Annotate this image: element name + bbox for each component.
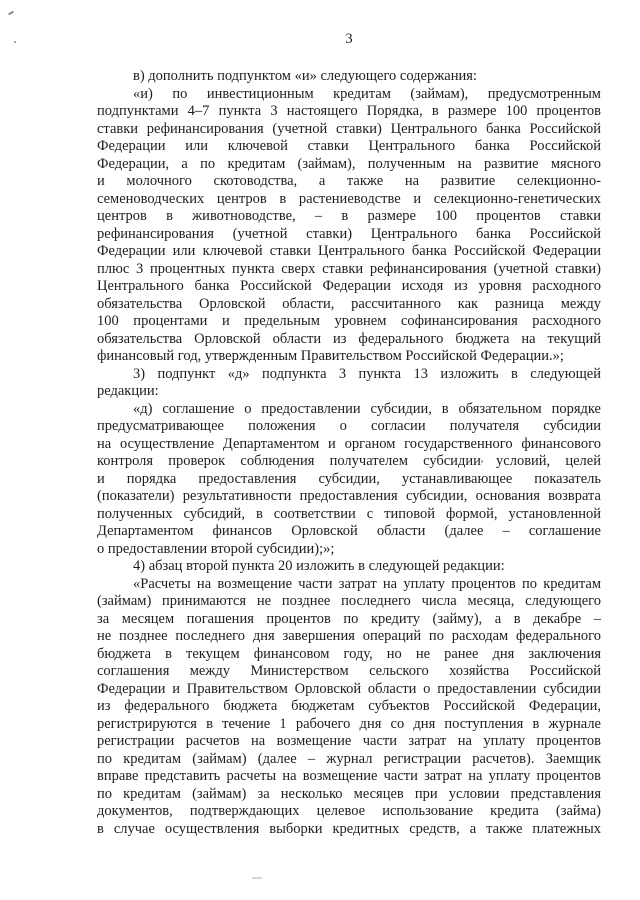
text-line: в случае осуществления выборки кредитных средств, а также платежных xyxy=(97,820,601,837)
text-line: на осуществление Департаментом и органом государственного финансового xyxy=(97,435,601,452)
text-line: предусматривающее положения о согласии получателя субсидии xyxy=(97,418,601,434)
text-line: Федерации, а по кредитам (займам), полученным на развитие мясного xyxy=(97,155,601,172)
text-line: 4) абзац второй пункта 20 изложить в следующей редакции: xyxy=(133,558,505,574)
text-line: рефинансирования (учетной ставки) Центрального банка Российской xyxy=(97,225,601,242)
text-line: подпунктами 4–7 пункта 3 настоящего Порядка, в размере 100 процентов xyxy=(97,103,601,119)
text-line: ставки рефинансирования (учетной ставки) Центрального банка Российской xyxy=(97,120,601,137)
text-line: по кредитам (займам) за несколько месяцев при условии представления xyxy=(97,785,601,802)
document-body xyxy=(97,68,601,838)
text-line: «и) по инвестиционным кредитам (займам), предусмотренным xyxy=(133,85,601,102)
text-line: регистрации расчетов на возмещение части затрат на уплату процентов xyxy=(97,733,601,749)
paragraph xyxy=(97,558,601,576)
text-line: Центрального банка Российской Федерации исходя из уровня расходного xyxy=(97,278,601,294)
text-line: (показатели) результативности предоставления субсидии, основания возврата xyxy=(97,488,601,504)
text-line: и порядка предоставления субсидии, устанавливающее показатель xyxy=(97,470,601,487)
page-number: 3 xyxy=(345,31,353,47)
text-line: полученных субсидий, в соответствии с типовой формой, установленной xyxy=(97,505,601,522)
text-line: соглашения между Министерством сельского хозяйства Российской xyxy=(97,663,601,679)
text-line: Федерации и Правительством Орловской области о предоставлении субсидии xyxy=(97,680,601,697)
text-line: и молочного скотоводства, а также на развитие селекционно- xyxy=(97,173,601,189)
text-line: 100 процентами и предельным уровнем софинансирования расходного xyxy=(97,313,601,329)
text-line: в) дополнить подпунктом «и» следующего содержания: xyxy=(133,68,477,84)
text-line: финансовый год, утвержденным Правительством Российской Федерации.»; xyxy=(97,348,564,364)
scan-speck xyxy=(14,41,16,43)
text-line: центров в животноводстве, – в размере 100 процентов ставки xyxy=(97,208,601,224)
text-line: вправе представить расчеты на возмещение части затрат на уплату процентов xyxy=(97,768,601,784)
text-line: 3) подпункт «д» подпункта 3 пункта 13 изложить в следующей xyxy=(133,365,601,382)
scan-speck xyxy=(8,11,14,16)
text-line: за месяцем погашения процентов по кредиту (займу), а в декабре – xyxy=(97,610,601,627)
text-line: «д) соглашение о предоставлении субсидии, в обязательном порядке xyxy=(133,400,601,417)
text-line: по кредитам (займам) (далее – журнал регистрации расчетов). Заемщик xyxy=(97,750,601,767)
text-line: не позднее последнего дня завершения операций по расходам федерального xyxy=(97,628,601,644)
text-line: Департаментом финансов Орловской области (далее – соглашение xyxy=(97,523,601,539)
paragraph xyxy=(97,576,601,839)
text-line: семеноводческих центров в растениеводстве и селекционно-генетических xyxy=(97,190,601,207)
text-line: регистрируются в течение 1 рабочего дня со дня поступления в журнале xyxy=(97,715,601,732)
paragraph xyxy=(97,68,601,86)
text-line: бюджета в текущем финансовом году, но не ранее дня заключения xyxy=(97,645,601,662)
text-line: о предоставлении второй субсидии);»; xyxy=(97,540,335,557)
text-line: из федерального бюджета бюджетам субъектов Российской Федерации, xyxy=(97,698,601,714)
text-line: редакции: xyxy=(97,383,159,399)
text-line: обязательства Орловской области, рассчитанного как разница между xyxy=(97,295,601,312)
text-line: документов, подтверждающих целевое использование кредита (займа) xyxy=(97,803,601,819)
text-line: (займам) принимаются не позднее последнего числа месяца, следующего xyxy=(97,593,601,609)
paragraph xyxy=(97,86,601,366)
text-line: «Расчеты на возмещение части затрат на уплату процентов по кредитам xyxy=(133,575,601,592)
text-line: контроля проверок соблюдения получателем субсидии условий, целей xyxy=(97,453,601,469)
text-line: Федерации или ключевой ставки Центрального банка Российской Федерации xyxy=(97,243,601,259)
paragraph xyxy=(97,401,601,559)
scan-speck xyxy=(252,877,262,879)
paragraph xyxy=(97,366,601,401)
text-line: плюс 3 процентных пункта сверх ставки рефинансирования (учетной ставки) xyxy=(97,260,601,277)
text-line: Федерации или ключевой ставки Центрального банка Российской xyxy=(97,138,601,154)
text-line: обязательства Орловской области из федерального бюджета на текущий xyxy=(97,330,601,347)
